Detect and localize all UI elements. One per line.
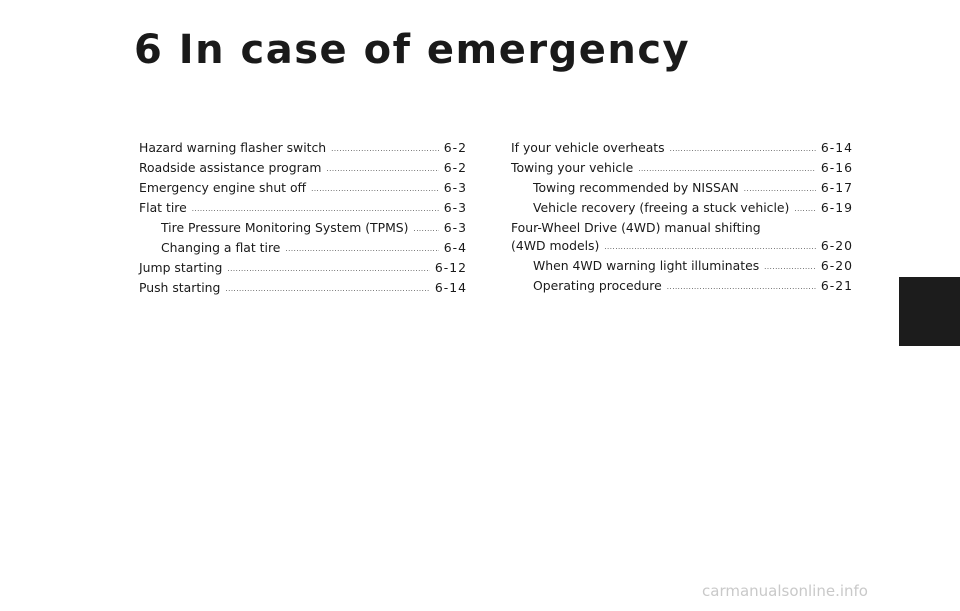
toc-entry[interactable] <box>139 159 467 179</box>
toc-entry[interactable] <box>511 219 853 257</box>
toc-subentry[interactable] <box>511 179 853 199</box>
toc-entry-page: 6-17 <box>820 180 853 195</box>
toc-entry-page: 6-3 <box>443 220 467 235</box>
toc-entry[interactable] <box>139 179 467 199</box>
toc-entry-page: 6-21 <box>820 278 853 293</box>
toc-entry-title: Vehicle recovery (freeing a stuck vehicle) <box>533 200 790 215</box>
toc-entry-page: 6-4 <box>443 240 467 255</box>
toc-entry-title: Tire Pressure Monitoring System (TPMS) <box>161 220 409 235</box>
toc-left-column <box>139 139 467 299</box>
toc-leader-dots <box>638 160 816 178</box>
toc-leader-dots <box>670 140 816 158</box>
toc-leader-dots <box>413 220 438 238</box>
toc-leader-dots <box>227 260 429 278</box>
toc-leader-dots <box>192 200 439 218</box>
toc-entry-page: 6-14 <box>820 140 853 155</box>
toc-leader-dots <box>794 200 816 218</box>
toc-entry[interactable] <box>139 279 467 299</box>
toc-leader-dots <box>744 180 816 198</box>
toc-entry-page: 6-20 <box>820 238 853 253</box>
toc-entry-title: When 4WD warning light illuminates <box>533 258 760 273</box>
toc-leader-dots <box>311 180 439 198</box>
toc-leader-dots <box>285 240 438 258</box>
toc-subentry[interactable] <box>511 257 853 277</box>
toc-subentry[interactable] <box>511 199 853 219</box>
toc-entry-page: 6-2 <box>443 160 467 175</box>
toc-subentry[interactable] <box>511 277 853 297</box>
toc-entry-title: Roadside assistance program <box>139 160 322 175</box>
toc-entry-page: 6-19 <box>820 200 853 215</box>
toc-entry[interactable] <box>139 139 467 159</box>
toc-entry[interactable] <box>139 259 467 279</box>
toc-entry-page: 6-12 <box>434 260 467 275</box>
toc-entry[interactable] <box>139 199 467 219</box>
toc-subentry[interactable] <box>139 239 467 259</box>
watermark: carmanualsonline.info <box>702 582 868 600</box>
toc-entry-page: 6-3 <box>443 180 467 195</box>
toc-entry-page: 6-2 <box>443 140 467 155</box>
toc-entry-page: 6-3 <box>443 200 467 215</box>
toc-entry-title: Flat tire <box>139 200 187 215</box>
toc-leader-dots <box>225 280 430 298</box>
toc-entry-page: 6-20 <box>820 258 853 273</box>
toc-entry[interactable] <box>511 159 853 179</box>
toc-entry-title: Jump starting <box>139 260 223 275</box>
toc-leader-dots <box>331 140 439 158</box>
chapter-title: 6 In case of emergency <box>134 27 691 73</box>
toc-entry-title: Operating procedure <box>533 278 662 293</box>
toc-right-column <box>511 139 853 297</box>
toc-leader-dots <box>604 238 816 256</box>
toc-entry[interactable] <box>511 139 853 159</box>
toc-entry-title: Emergency engine shut off <box>139 180 307 195</box>
toc-entry-title: Changing a flat tire <box>161 240 281 255</box>
toc-entry-title: Towing recommended by NISSAN <box>533 180 739 195</box>
toc-leader-dots <box>667 278 816 296</box>
toc-entry-title: Hazard warning flasher switch <box>139 140 327 155</box>
toc-entry-title: Push starting <box>139 280 221 295</box>
toc-subentry[interactable] <box>139 219 467 239</box>
toc-leader-dots <box>764 258 816 276</box>
toc-leader-dots <box>326 160 438 178</box>
toc-entry-title: If your vehicle overheats <box>511 140 665 155</box>
toc-entry-title: Four-Wheel Drive (4WD) manual shifting <box>511 220 761 235</box>
chapter-tab <box>899 277 960 346</box>
toc-entry-page: 6-16 <box>820 160 853 175</box>
toc-entry-title-continued: (4WD models) <box>511 238 600 253</box>
toc-entry-page: 6-14 <box>434 280 467 295</box>
toc-entry-title: Towing your vehicle <box>511 160 634 175</box>
